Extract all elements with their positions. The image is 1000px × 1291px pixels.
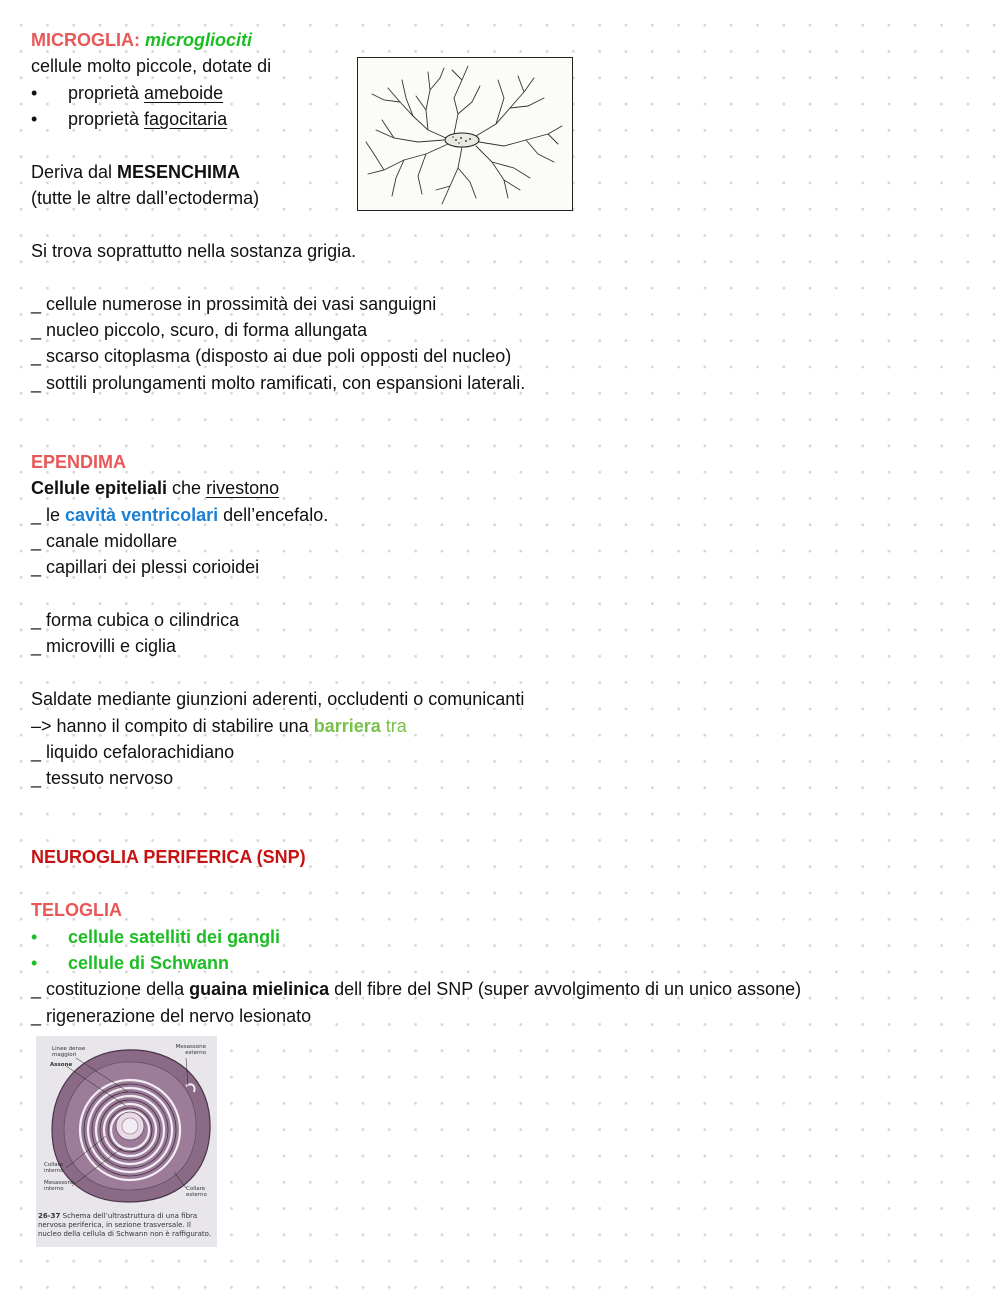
neuroglia-line-1: _ costituzione della guaina mielinica dell fibre del SNP (super avvolgimento di un unico assone) [31,979,802,999]
microglia-feature-4: _ sottili prolungamenti molto ramificati, con espansioni laterali. [31,373,526,393]
ependima-line-8: –> hanno il compito di stabilire una barriera tra [31,716,407,736]
ependima-line-4: _ capillari dei plessi corioidei [31,557,260,577]
teloglia-bullet-1: • cellule satelliti dei gangli [31,924,280,950]
neuroglia-title: NEUROGLIA PERIFERICA (SNP) [31,847,306,867]
microglia-subtitle: microgliociti [145,30,253,50]
microglia-deriva: Deriva dal MESENCHIMA [31,162,241,182]
bullet-icon: • [31,109,38,129]
ependima-title: EPENDIMA [31,452,127,472]
label-mesassone-esterno: Mesassone esterno [175,1044,206,1056]
bullet-icon: • [31,83,38,103]
ependima-line-2: _ le cavità ventricolari dell’encefalo. [31,505,329,525]
ependima-line-1: Cellule epiteliali che rivestono [31,478,280,498]
label-mesassone-interno: Mesassone interno [44,1180,75,1192]
bullet-icon: • [31,953,38,973]
ependima-line-7: Saldate mediante giunzioni aderenti, occludenti o comunicanti [31,689,525,709]
neuroglia-line-2: _ rigenerazione del nervo lesionato [31,1006,312,1026]
ependima-line-6: _ microvilli e ciglia [31,636,177,656]
label-linee-dense: Linee dense maggiori [52,1046,86,1058]
microglia-heading [31,27,252,53]
caption-text: Schema dell’ultrastruttura di una fibra nervosa periferica, in sezione trasversale. Il nucleo della cellula di Schwann non è raffigurato. [38,1212,212,1238]
microglia-deriva-note: (tutte le altre dall’ectoderma) [31,188,260,208]
myelin-sheath-figure [36,1036,217,1247]
teloglia-title: TELOGLIA [31,900,122,920]
label-assone: Assone [50,1062,73,1068]
microglia-feature-1: _ cellule numerose in prossimità dei vasi sanguigni [31,294,437,314]
ependima-line-3: _ canale midollare [31,531,178,551]
microglia-location: Si trova soprattutto nella sostanza grigia. [31,241,357,261]
microglia-cell-drawing [358,58,572,210]
microglia-title: MICROGLIA: [31,30,140,50]
label-collare-esterno: Collare esterno [186,1186,207,1198]
microglia-intro: cellule molto piccole, dotate di [31,56,272,76]
bullet-icon: • [31,927,38,947]
microglia-illustration [357,57,573,211]
label-collare-interno: Collare interno [44,1162,64,1174]
microglia-feature-2: _ nucleo piccolo, scuro, di forma allungata [31,320,368,340]
ependima-line-5: _ forma cubica o cilindrica [31,610,240,630]
figure-caption [38,1212,216,1239]
ependima-line-9: _ liquido cefalorachidiano [31,742,235,762]
microglia-prop-1: • proprietà ameboide [31,80,223,106]
microglia-feature-3: _ scarso citoplasma (disposto ai due poli opposti del nucleo) [31,346,512,366]
teloglia-bullet-2: • cellule di Schwann [31,950,229,976]
ependima-line-10: _ tessuto nervoso [31,768,174,788]
microglia-prop-2: • proprietà fagocitaria [31,106,227,132]
caption-number: 26-37 [38,1212,61,1220]
